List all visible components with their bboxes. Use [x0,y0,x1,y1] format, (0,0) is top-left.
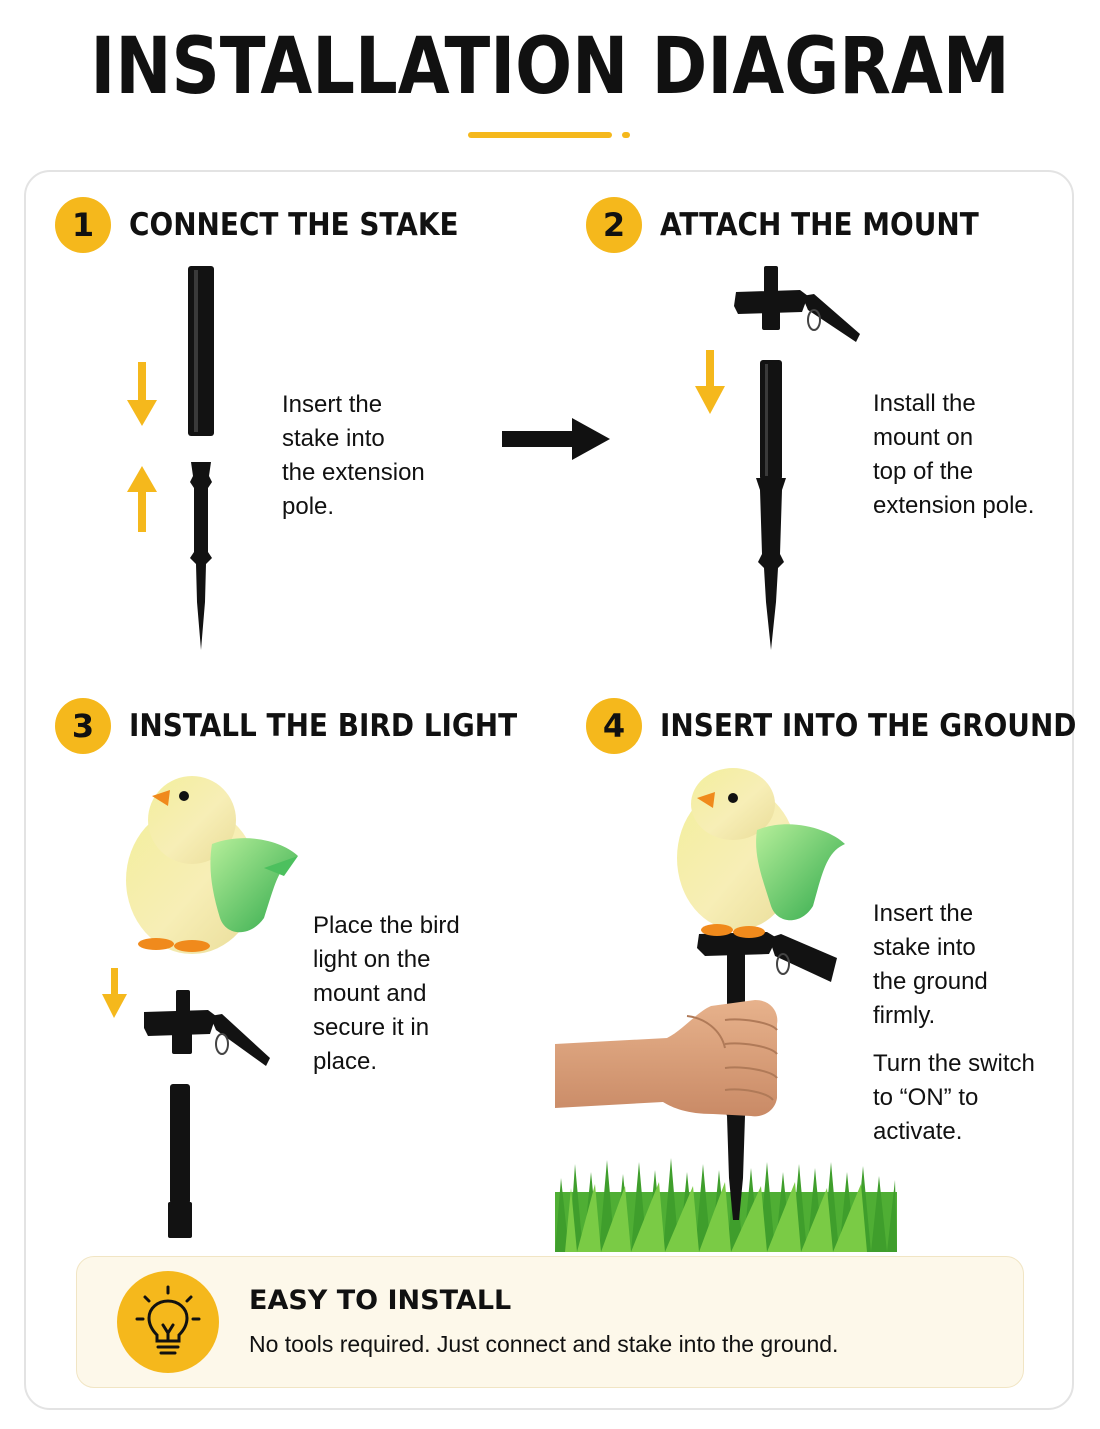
tip-title: EASY TO INSTALL [249,1285,512,1316]
hand [555,1000,777,1116]
next-step-arrow-icon [502,418,612,462]
step-2-number: 2 [586,197,642,253]
step-1-illustration [120,262,240,652]
step-2-description: Install the mount on top of the extension pole. [873,390,1035,519]
bird-eye [728,793,738,803]
step-4-description: Insert the stake into the ground firmly. [873,900,988,1029]
title-underline [468,132,612,138]
up-arrow-icon [127,466,157,532]
bird-light [677,768,845,938]
step-1-header [55,197,495,253]
step-1-title: CONNECT THE STAKE [129,207,459,243]
step-2-header [586,197,1014,253]
step-2-illustration [690,262,880,652]
step-2-title: ATTACH THE MOUNT [660,207,979,243]
step-3-title: INSTALL THE BIRD LIGHT [129,708,518,744]
down-arrow-icon [127,362,157,426]
bird-eye [179,791,189,801]
step-3-illustration [100,768,310,1238]
step-3-header [55,698,560,754]
bird-light [126,776,298,954]
lightbulb-icon [117,1271,219,1373]
grass [555,1158,897,1252]
page-title: INSTALLATION DIAGRAM [90,22,1010,112]
step-3-number: 3 [55,698,111,754]
mount [697,932,837,982]
step-4-illustration [555,768,855,1252]
step-3-description: Place the bird light on the mount and secure it in place. [313,912,460,1075]
title-underline-dot [622,132,630,138]
pole-with-stake [756,360,786,650]
step-4-header [586,698,1100,754]
easy-install-banner [76,1256,1024,1388]
mount [734,266,860,342]
extension-pole [168,1084,192,1238]
step-4-number: 4 [586,698,642,754]
step-1-description: Insert the stake into the extension pole. [282,391,425,520]
step-1-number: 1 [55,197,111,253]
extension-pole [188,266,214,436]
step-4-title: INSERT INTO THE GROUND [660,708,1077,744]
down-arrow-icon [102,968,127,1018]
down-arrow-icon [695,350,725,414]
bird-wing [210,838,298,932]
mount [144,990,270,1066]
step-4-description-2: Turn the switch to “ON” to activate. [873,1050,1035,1145]
stake [190,462,212,650]
tip-text: No tools required. Just connect and stake into the ground. [249,1331,839,1357]
